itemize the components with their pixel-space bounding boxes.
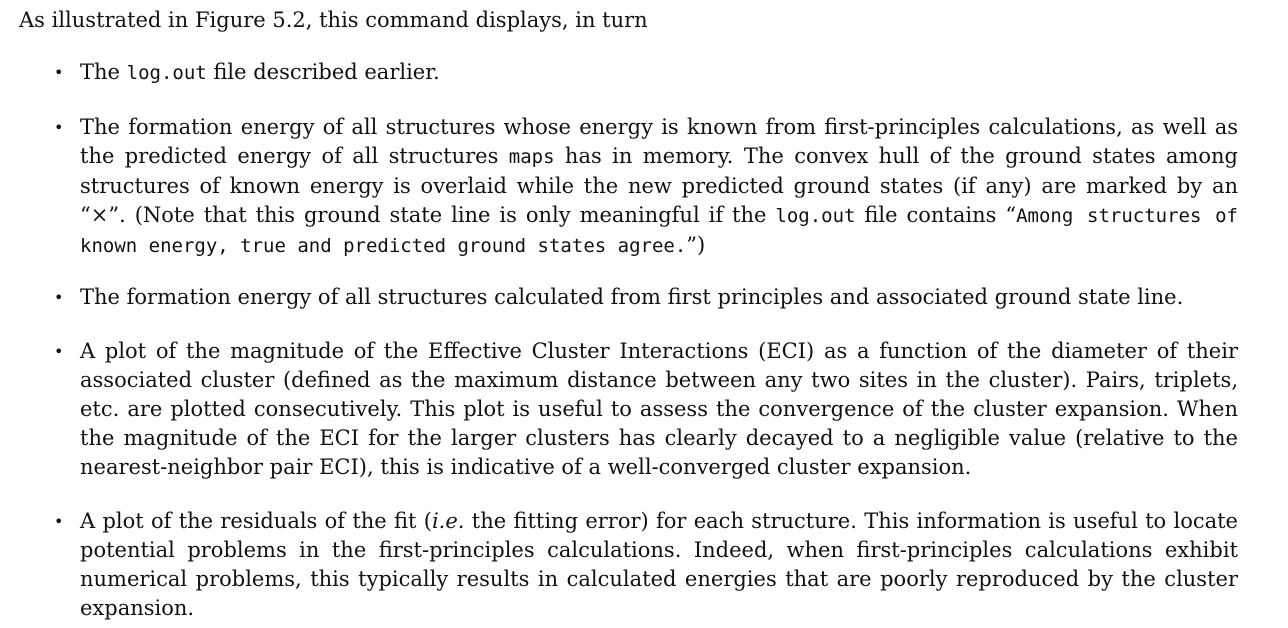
item-text: has in memory. The convex hull of the ground states among structures of known energy is overlaid while the new predicted ground states (if any) are marked by an “×”. (Note that this ground state line is only meaningful if the (80, 144, 1238, 227)
list-item (54, 58, 1238, 88)
bullet-icon: • (54, 342, 64, 361)
item-text: A plot of the residuals of the fit ( (80, 509, 432, 533)
item-text: A plot of the magnitude of the Effective Cluster Interactions (ECI) as a function of the diameter of their associated cluster (defined as the maximum distance between any two sites in the cluster). Pairs, triplets, etc. are plotted consecutively. This plot is useful to assess the convergence of the cluster expansion. When the magnitude of the ECI for the larger clusters has clearly decayed to a negligible value (relative to the nearest-neighbor pair ECI), this is indicative of a well-converged cluster expansion. (80, 339, 1238, 479)
intro-paragraph: As illustrated in Figure 5.2, this command displays, in turn (19, 8, 648, 32)
bullet-icon: • (54, 512, 64, 531)
list-item (54, 283, 1238, 312)
list-item (54, 337, 1238, 482)
code-quote: Among structures of known energy, true and predicted ground states agree. (80, 205, 1238, 257)
code-maps: maps (508, 146, 555, 168)
item-text: the fitting error) for each structure. This information is useful to locate potential problems in the first-principles calculations. Indeed, when first-principles calculations exhibit numerical problems, this typically results in calculated energies that are poorly reproduced by the cluster expansion. (80, 509, 1238, 620)
item-text: The formation energy of all structures whose energy is known from first-principles calculations, as well as the predicted energy of all structures (80, 115, 1238, 168)
list-item (54, 507, 1238, 623)
item-text: file described earlier. (206, 60, 440, 84)
bullet-icon: • (54, 118, 64, 137)
item-text: The formation energy of all structures calculated from first principles and associated ground state line. (80, 285, 1184, 309)
item-text: ”) (686, 233, 706, 257)
italic-ie: i.e. (431, 509, 465, 533)
item-text: The (80, 60, 127, 84)
list-item (54, 113, 1238, 261)
bullet-icon: • (54, 288, 64, 307)
code-log-out: log.out (126, 62, 207, 84)
item-text: file contains “ (855, 203, 1017, 227)
code-log-out: log.out (775, 205, 856, 227)
bullet-icon: • (54, 63, 64, 82)
